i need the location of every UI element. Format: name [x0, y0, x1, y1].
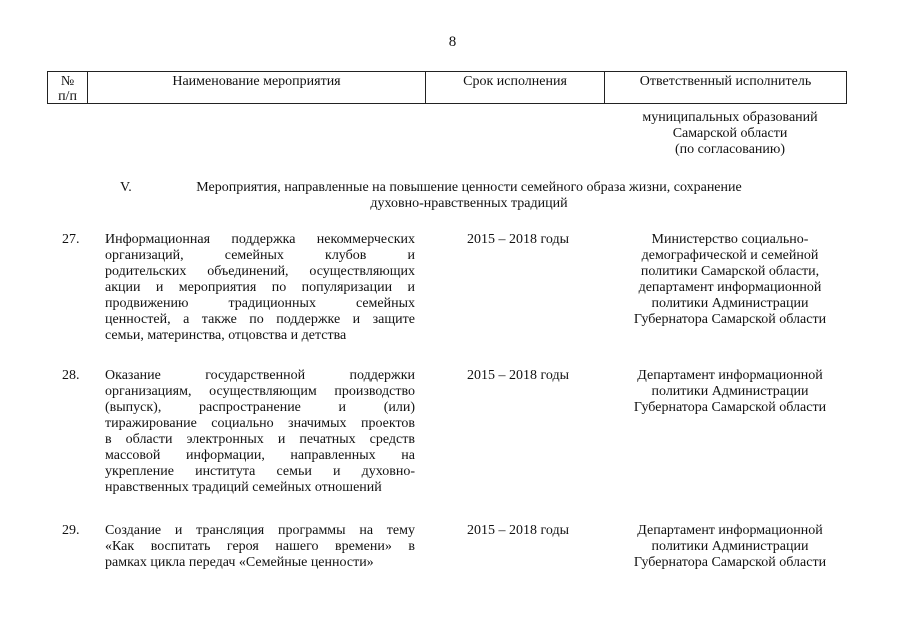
responsible-line: политики Самарской области,: [640, 264, 820, 279]
name-line: (выпуск), распространение и (или): [105, 400, 415, 415]
row-number: 29.: [62, 523, 80, 538]
name-line: организациям, осуществляющим производство: [105, 384, 415, 399]
name-line: рамках цикла передач «Семейные ценности»: [105, 555, 374, 570]
row-number: 28.: [62, 368, 80, 383]
continued-line: муниципальных образований: [642, 110, 818, 125]
section-title: [164, 180, 774, 212]
continued-line: (по согласованию): [674, 142, 786, 157]
section-heading: [120, 180, 840, 212]
row-responsible: [610, 232, 850, 328]
name-line: семьи, материнства, отцовства и детства: [105, 328, 347, 343]
name-line: продвижению традиционных семейных: [105, 296, 415, 311]
header-number-line2: п/п: [58, 89, 77, 104]
continued-line: Самарской области: [672, 126, 788, 141]
responsible-line: Департамент информационной: [637, 523, 823, 538]
section-title-line: Мероприятия, направленные на повышение ценности семейного образа жизни, сохранение: [196, 180, 742, 195]
table-header: [47, 71, 847, 104]
row-responsible: [610, 523, 850, 571]
responsible-line: демографической и семейной: [641, 248, 819, 263]
responsible-line: Департамент информационной: [637, 368, 823, 383]
row-deadline: 2015 – 2018 годы: [466, 368, 570, 383]
name-line: укрепление института семьи и духовно-: [105, 464, 415, 479]
responsible-line: политики Администрации: [651, 296, 809, 311]
name-line: в области электронных и печатных средств: [105, 432, 415, 447]
page-number: 8: [448, 34, 457, 50]
continued-responsible: [610, 110, 850, 158]
responsible-line: Губернатора Самарской области: [633, 312, 827, 327]
name-line: родительских объединений, осуществляющих: [105, 264, 415, 279]
responsible-line: политики Администрации: [651, 539, 809, 554]
header-event-name: Наименование мероприятия: [88, 72, 426, 103]
row-event-name: [105, 232, 415, 344]
name-line: Создание и трансляция программы на тему: [105, 523, 415, 538]
responsible-line: департамент информационной: [638, 280, 822, 295]
row-deadline: 2015 – 2018 годы: [466, 232, 570, 247]
header-responsible: Ответственный исполнитель: [639, 74, 812, 89]
name-line: «Как воспитать героя нашего времени» в: [105, 539, 415, 554]
name-line: ценностей, а также по поддержке и защите: [105, 312, 415, 327]
section-title-line: духовно-нравственных традиций: [370, 196, 568, 211]
section-number: V.: [120, 180, 132, 195]
responsible-line: Губернатора Самарской области: [633, 400, 827, 415]
header-number: [48, 72, 88, 103]
name-line: Информационная поддержка некоммерческих: [105, 232, 415, 247]
name-line: Оказание государственной поддержки: [105, 368, 415, 383]
header-number-line1: №: [60, 74, 75, 89]
name-line: акции и мероприятия по популяризации и: [105, 280, 415, 295]
name-line: тиражирование социально значимых проектов: [105, 416, 415, 431]
name-line: нравственных традиций семейных отношений: [105, 480, 382, 495]
responsible-line: Губернатора Самарской области: [633, 555, 827, 570]
name-line: организаций, семейных клубов и: [105, 248, 415, 263]
row-event-name: [105, 368, 415, 496]
name-line: массовой информации, направленных на: [105, 448, 415, 463]
header-deadline: Срок исполнения: [426, 72, 605, 103]
responsible-line: политики Администрации: [651, 384, 809, 399]
row-number: 27.: [62, 232, 80, 247]
row-deadline: 2015 – 2018 годы: [466, 523, 570, 538]
responsible-line: Министерство социально-: [651, 232, 809, 247]
row-responsible: [610, 368, 850, 416]
row-event-name: [105, 523, 415, 571]
